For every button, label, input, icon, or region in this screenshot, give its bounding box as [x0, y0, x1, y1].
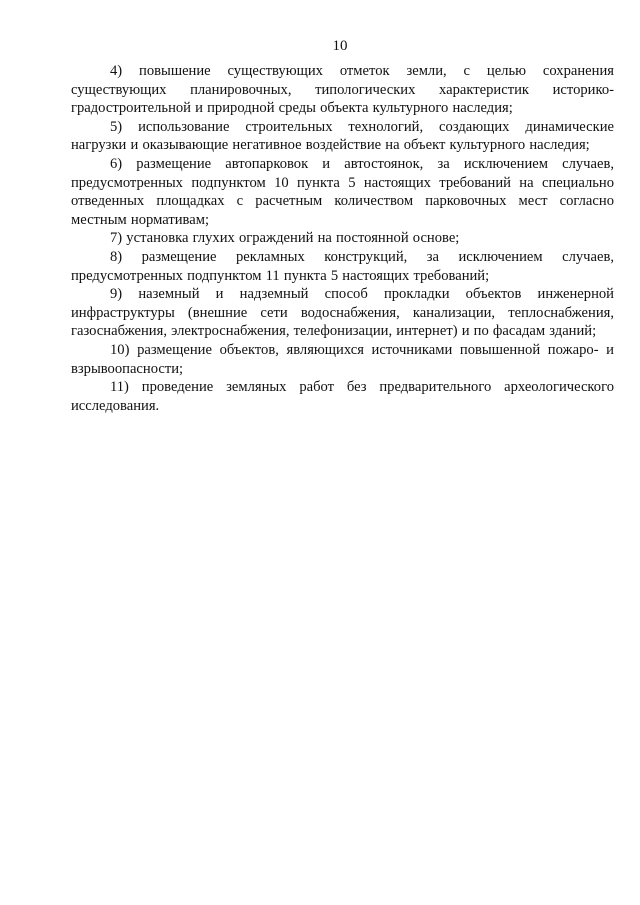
restrictions-list — [71, 62, 614, 415]
list-item-7: 7) установка глухих ограждений на постоянной основе; — [110, 230, 460, 247]
list-item-6: 6) размещение автопарковок и автостоянок, за исключением случаев, предусмотренных подпунктом 10 пункта 5 настоящих требований на специально отведенных площадках с расчетным количеством парковочных мест согласно местным нормативам; — [71, 155, 614, 228]
page-number: 10 — [332, 38, 348, 54]
list-item-10: 10) размещение объектов, являющихся источниками повышенной пожаро- и взрывоопасности; — [71, 341, 614, 377]
list-item-4: 4) повышение существующих отметок земли, с целью сохранения существующих планировочных, типологических характеристик историко-градостроительной и природной среды объекта культурного наследия; — [71, 63, 614, 117]
list-item-11: 11) проведение земляных работ без предварительного археологического исследования. — [71, 379, 614, 414]
list-item-8: 8) размещение рекламных конструкций, за исключением случаев, предусмотренных подпунктом 11 пункта 5 настоящих требований; — [71, 248, 614, 284]
list-item-9: 9) наземный и надземный способ прокладки объектов инженерной инфраструктуры (внешние сети водоснабжения, канализации, теплоснабжения, газоснабжения, электроснабжения, телефонизации, интернет) и по фасадам зданий; — [71, 286, 614, 340]
list-item-5: 5) использование строительных технологий, создающих динамические нагрузки и оказывающие негативное воздействие на объект культурного наследия; — [71, 118, 614, 154]
